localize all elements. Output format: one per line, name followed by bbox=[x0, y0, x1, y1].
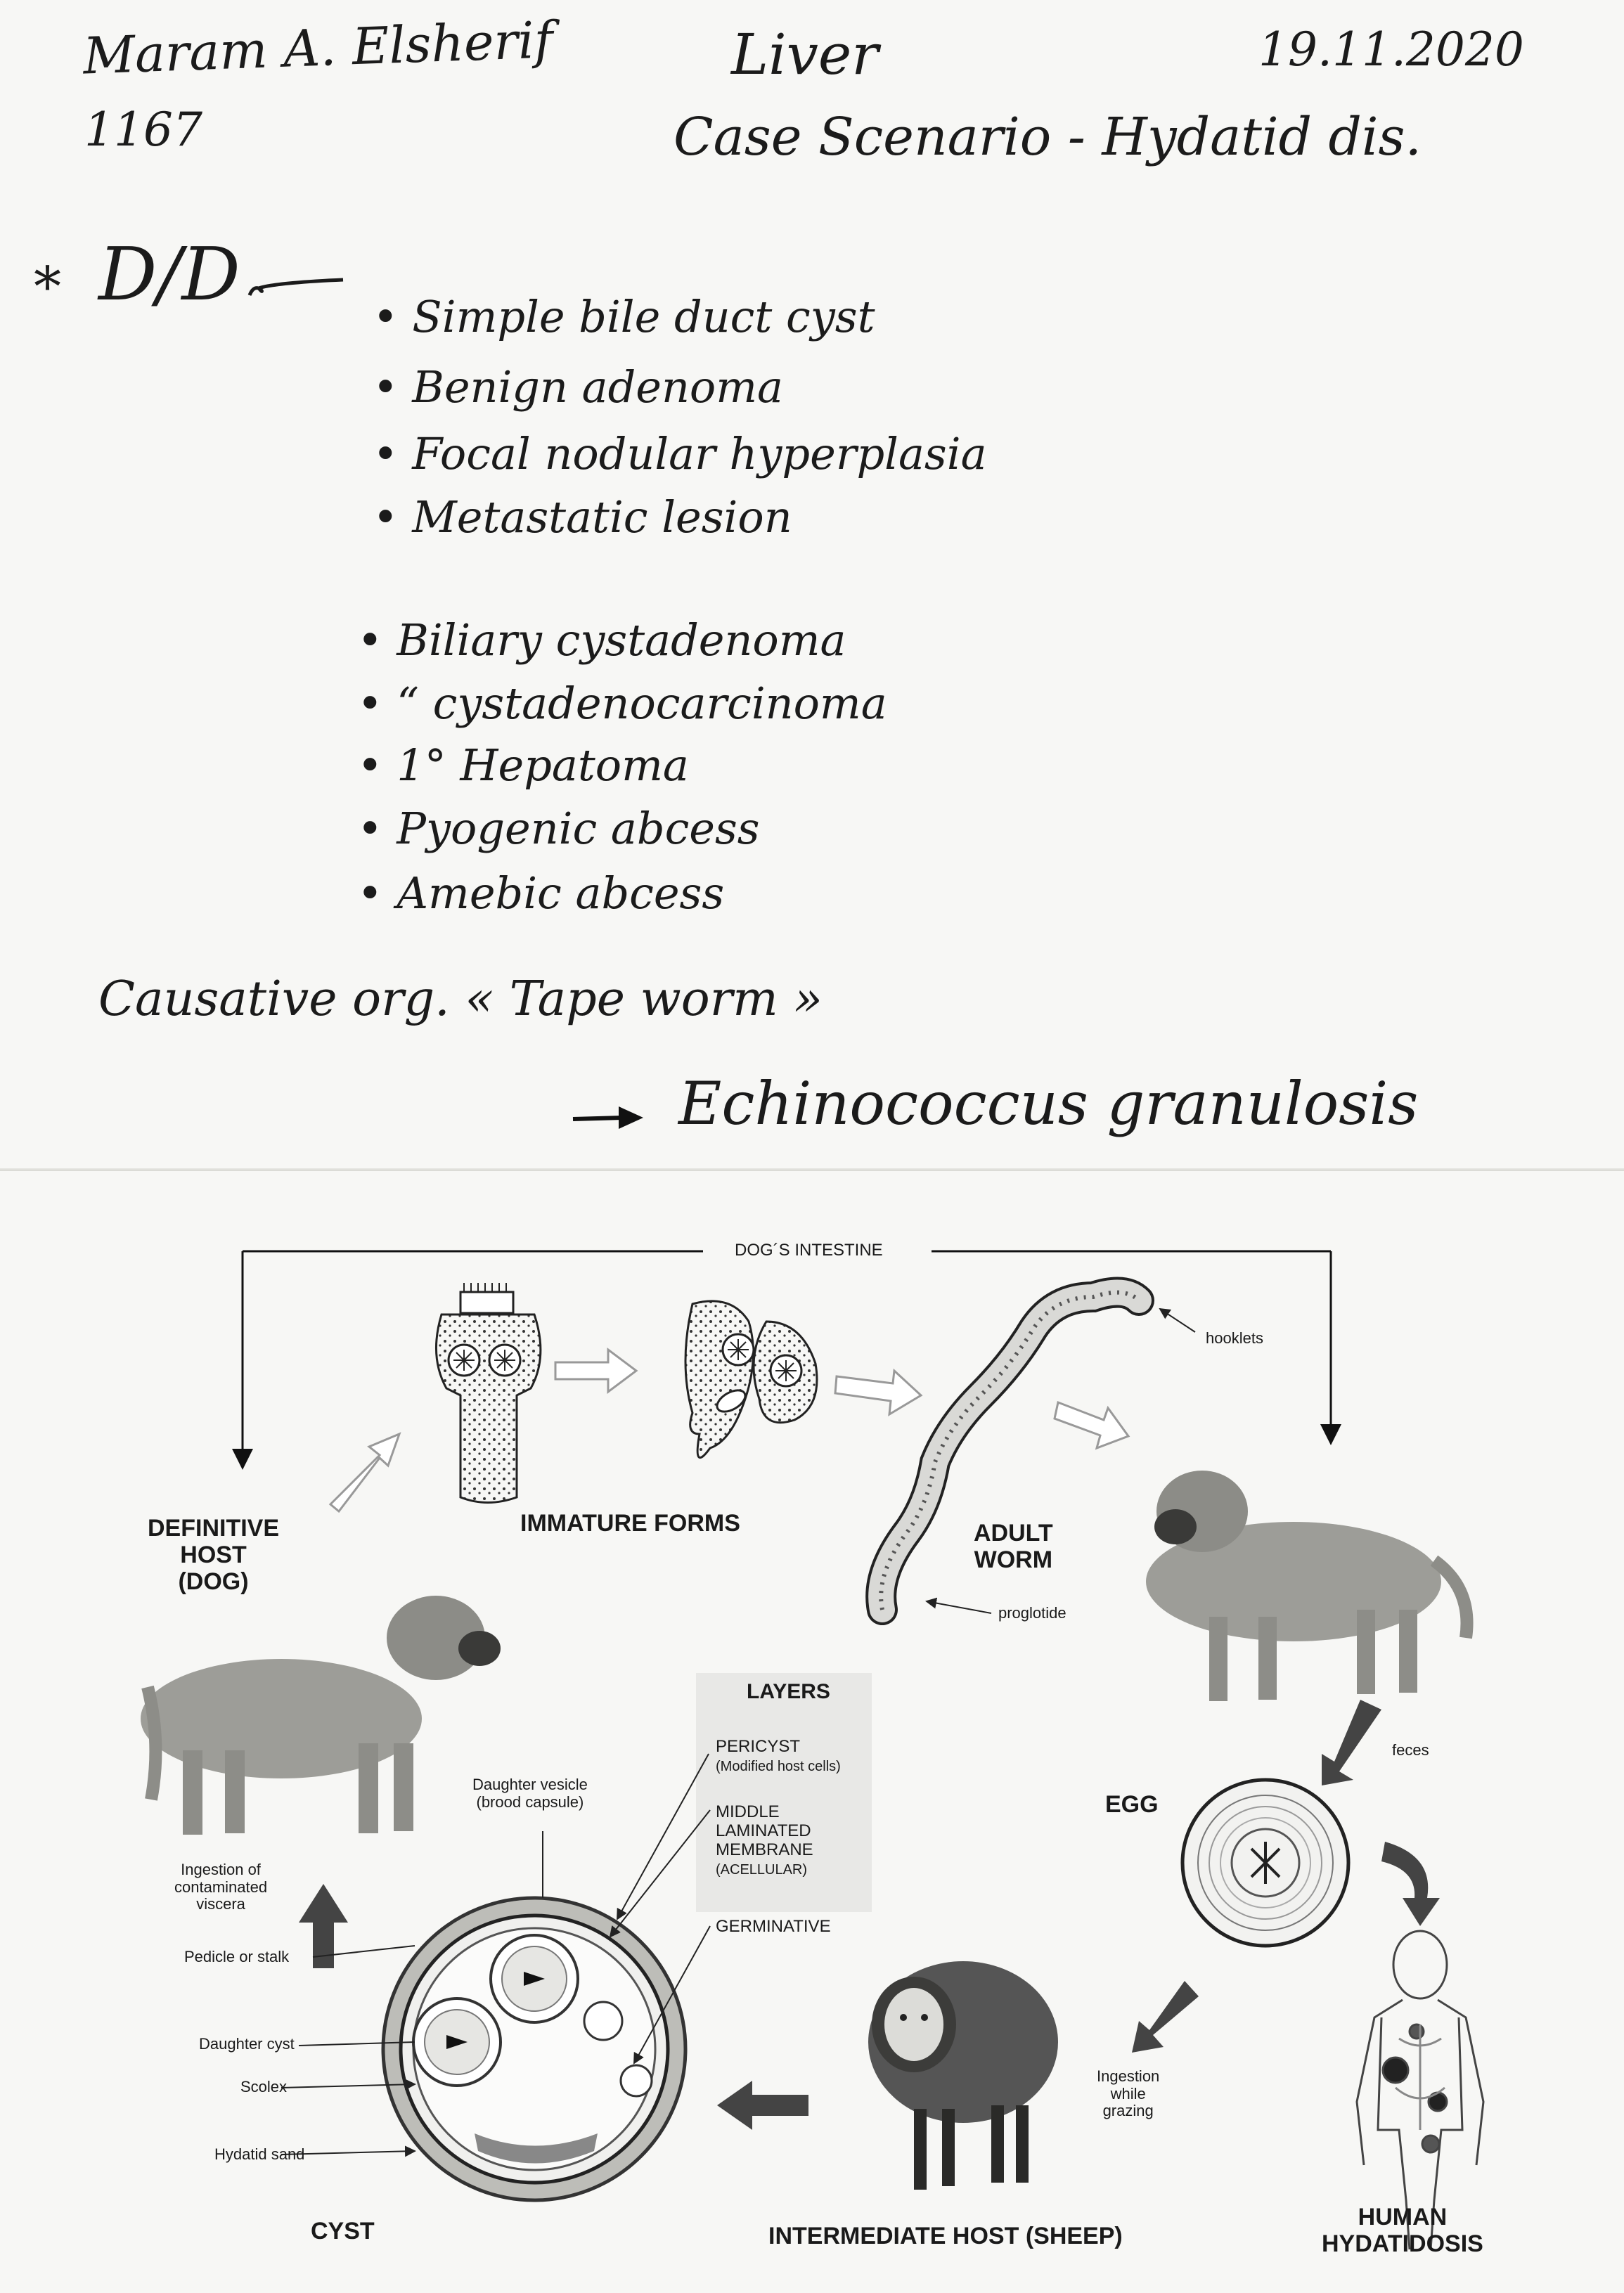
ddx-item: • Simple bile duct cyst bbox=[373, 291, 875, 342]
hydatid-sand-label: Hydatid sand bbox=[214, 2145, 305, 2163]
ddx-item: • Metastatic lesion bbox=[373, 491, 792, 543]
human-hydatidosis-line: HUMAN bbox=[1358, 2204, 1448, 2230]
daughter-vesicle-label bbox=[472, 1776, 588, 1811]
proglotide-label: proglotide bbox=[998, 1604, 1066, 1622]
adult-worm-label bbox=[974, 1520, 1053, 1573]
organism-name: Echinococcus granulosis bbox=[678, 1069, 1419, 1138]
feces-label: feces bbox=[1392, 1741, 1429, 1759]
ddx-item-text: Pyogenic abcess bbox=[397, 803, 760, 854]
ddx-item: • “ cystadenocarcinoma bbox=[357, 678, 887, 729]
ingestion-viscera-line: contaminated bbox=[174, 1878, 268, 1896]
dogs-intestine-label: DOG´S INTESTINE bbox=[735, 1241, 883, 1260]
adult-worm-label-line: ADULT bbox=[974, 1520, 1053, 1546]
ddx-heading: D/D bbox=[98, 231, 240, 317]
ddx-item-text: “ cystadenocarcinoma bbox=[397, 678, 887, 729]
student-id: 1167 bbox=[84, 103, 202, 157]
ddx-item-text: Focal nodular hyperplasia bbox=[412, 428, 987, 479]
intermediate-host-sheep-illustration bbox=[868, 1961, 1058, 2190]
layer-laminated-note: (ACELLULAR) bbox=[716, 1861, 808, 1878]
human-hydatidosis-illustration bbox=[1357, 1931, 1483, 2249]
layer-pericyst bbox=[716, 1738, 841, 1776]
ddx-item-text: 1° Hepatoma bbox=[397, 739, 689, 791]
ingestion-viscera-line: Ingestion of bbox=[181, 1861, 261, 1878]
definitive-host-label bbox=[148, 1515, 279, 1595]
definitive-host-label-line: (DOG) bbox=[178, 1568, 249, 1596]
scolex-label: Scolex bbox=[240, 2078, 288, 2095]
human-hydatidosis-label bbox=[1322, 2204, 1483, 2257]
definitive-host-label-line: DEFINITIVE bbox=[148, 1515, 280, 1542]
intermediate-host-label: INTERMEDIATE HOST (SHEEP) bbox=[768, 2223, 1123, 2249]
case-title: Case Scenario - Hydatid dis. bbox=[674, 107, 1422, 167]
daughter-vesicle-line: (brood capsule) bbox=[476, 1793, 584, 1811]
ddx-item: • Benign adenoma bbox=[373, 361, 783, 413]
ddx-item-text: Metastatic lesion bbox=[412, 491, 792, 543]
human-hydatidosis-line: HYDATIDOSIS bbox=[1322, 2230, 1483, 2258]
daughter-vesicle-line: Daughter vesicle bbox=[472, 1776, 588, 1793]
daughter-cyst-label: Daughter cyst bbox=[199, 2035, 295, 2053]
definitive-host-dog-left bbox=[141, 1596, 501, 1835]
ingestion-viscera-label bbox=[174, 1861, 267, 1913]
causative-organism-line: Causative org. « Tape worm » bbox=[98, 971, 823, 1027]
layer-laminated-line: MIDDLE bbox=[716, 1802, 780, 1821]
subject-title: Liver bbox=[731, 22, 879, 87]
egg-label: EGG bbox=[1105, 1791, 1159, 1818]
ingestion-grazing-line: while bbox=[1110, 2084, 1146, 2103]
ingestion-grazing-line: grazing bbox=[1102, 2102, 1154, 2120]
definitive-host-dog-right bbox=[1146, 1471, 1467, 1701]
note-date: 19.11.2020 bbox=[1258, 22, 1524, 77]
adult-worm-label-line: WORM bbox=[974, 1546, 1053, 1574]
ddx-item: • Focal nodular hyperplasia bbox=[373, 428, 987, 479]
immature-form-invaginated-illustration bbox=[685, 1301, 817, 1458]
ddx-item: • Pyogenic abcess bbox=[357, 803, 760, 854]
ddx-item: • Amebic abcess bbox=[357, 867, 725, 919]
definitive-host-label-line: HOST bbox=[180, 1542, 247, 1569]
layers-title: LAYERS bbox=[747, 1680, 830, 1703]
egg-illustration bbox=[1182, 1780, 1348, 1946]
hooklets-label: hooklets bbox=[1206, 1329, 1263, 1347]
immature-forms-label: IMMATURE FORMS bbox=[520, 1510, 740, 1537]
cyst-label: CYST bbox=[311, 2218, 375, 2244]
layer-laminated-line: LAMINATED bbox=[716, 1821, 811, 1840]
ddx-item: • Biliary cystadenoma bbox=[357, 614, 846, 666]
immature-form-scolex-illustration bbox=[436, 1283, 540, 1503]
ddx-item-text: Biliary cystadenoma bbox=[397, 614, 846, 666]
layer-pericyst-name: PERICYST bbox=[716, 1737, 801, 1756]
layer-laminated-line: MEMBRANE bbox=[716, 1840, 813, 1859]
ddx-star: * bbox=[34, 256, 61, 319]
ingestion-grazing-label bbox=[1097, 2068, 1159, 2120]
ddx-item-text: Amebic abcess bbox=[397, 867, 725, 919]
ingestion-viscera-line: viscera bbox=[196, 1895, 245, 1913]
layer-pericyst-note: (Modified host cells) bbox=[716, 1758, 841, 1774]
hydatid-cyst-illustration bbox=[383, 1898, 685, 2200]
ddx-item-text: Benign adenoma bbox=[412, 361, 783, 413]
ddx-item-text: Simple bile duct cyst bbox=[412, 291, 875, 342]
author-name: Maram A. Elsherif bbox=[82, 10, 554, 86]
ingestion-grazing-line: Ingestion bbox=[1097, 2067, 1160, 2085]
layer-laminated bbox=[716, 1803, 813, 1879]
layer-germinative: GERMINATIVE bbox=[716, 1917, 831, 1936]
pedicle-label: Pedicle or stalk bbox=[184, 1948, 290, 1965]
ddx-item: • 1° Hepatoma bbox=[357, 739, 689, 791]
